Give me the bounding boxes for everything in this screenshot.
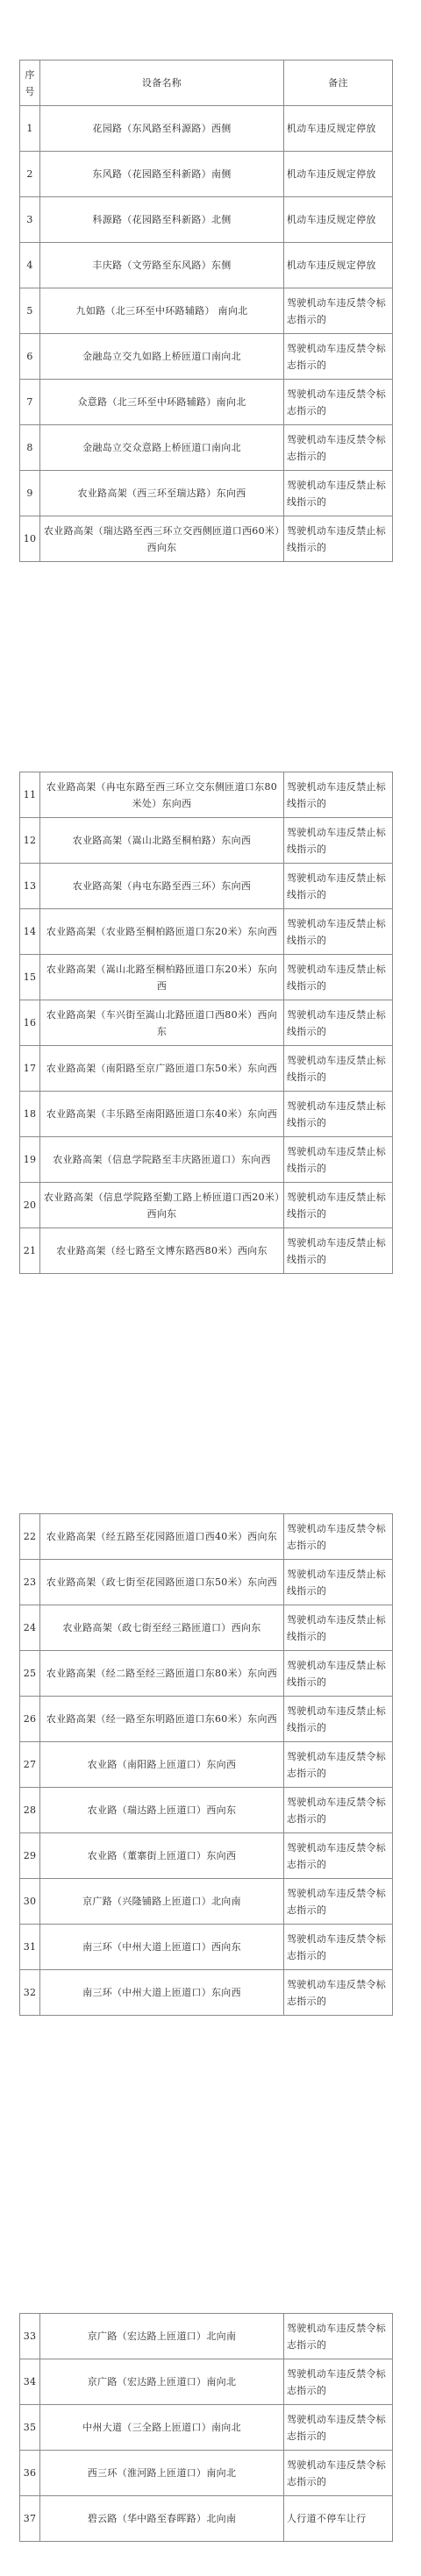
- row-device-name-cell: 农业路高架（丰乐路至南阳路匝道口东40米）东向西: [40, 1092, 284, 1137]
- row-num-cell: 36: [20, 2451, 40, 2496]
- table-page-1: [19, 60, 392, 562]
- table-row: [20, 380, 393, 425]
- row-note-cell: 驾驶机动车违反禁令标志指示的: [284, 2451, 393, 2496]
- table-row: [20, 864, 393, 909]
- row-num-cell: 6: [20, 334, 40, 380]
- row-device-name-cell: 西三环（淮河路上匝道口）南向北: [40, 2451, 284, 2496]
- row-num-cell: 31: [20, 1925, 40, 1970]
- row-device-name-cell: 金融岛立交众意路上桥匝道口南向北: [40, 425, 284, 471]
- row-note-cell: 驾驶机动车违反禁止标线指示的: [284, 1092, 393, 1137]
- table-row: [20, 425, 393, 471]
- table-row: [20, 334, 393, 380]
- table-row: [20, 772, 393, 818]
- table-page-2: [19, 772, 392, 1274]
- table-row: [20, 152, 393, 197]
- row-device-name-cell: 农业路高架（经七路至文博东路西80米）西向东: [40, 1228, 284, 1274]
- row-num-cell: 25: [20, 1651, 40, 1697]
- row-note-cell: 驾驶机动车违反禁令标志指示的: [284, 2314, 393, 2359]
- row-num-cell: 17: [20, 1046, 40, 1092]
- row-note-cell: 驾驶机动车违反禁止标线指示的: [284, 1228, 393, 1274]
- row-device-name-cell: 农业路高架（信息学院路至丰庆路匝道口）东向西: [40, 1137, 284, 1183]
- row-device-name-cell: 农业路高架（嵩山北路至桐柏路匝道口东20米）东向西: [40, 955, 284, 1000]
- table-row: [20, 2359, 393, 2405]
- row-num-cell: 7: [20, 380, 40, 425]
- table-row: [20, 1092, 393, 1137]
- row-num-cell: 33: [20, 2314, 40, 2359]
- header-num: 序号: [20, 60, 40, 106]
- header-name: 设备名称: [40, 60, 284, 106]
- table-row: [20, 1651, 393, 1697]
- row-device-name-cell: 南三环（中州大道上匝道口）西向东: [40, 1925, 284, 1970]
- row-num-cell: 2: [20, 152, 40, 197]
- row-num-cell: 30: [20, 1879, 40, 1925]
- row-num-cell: 24: [20, 1605, 40, 1651]
- row-note-cell: 驾驶机动车违反禁止标线指示的: [284, 1046, 393, 1092]
- row-note-cell: 驾驶机动车违反禁令标志指示的: [284, 425, 393, 471]
- row-note-cell: 驾驶机动车违反禁令标志指示的: [284, 1925, 393, 1970]
- row-device-name-cell: 丰庆路（文劳路至东风路）东侧: [40, 243, 284, 288]
- row-num-cell: 13: [20, 864, 40, 909]
- row-note-cell: 机动车违反规定停放: [284, 152, 393, 197]
- row-num-cell: 18: [20, 1092, 40, 1137]
- table-row: [20, 516, 393, 562]
- row-num-cell: 34: [20, 2359, 40, 2405]
- row-device-name-cell: 农业路（南阳路上匝道口）东向西: [40, 1742, 284, 1788]
- row-num-cell: 22: [20, 1514, 40, 1560]
- row-note-cell: 驾驶机动车违反禁令标志指示的: [284, 1742, 393, 1788]
- table-body: [20, 2314, 393, 2542]
- table-row: [20, 955, 393, 1000]
- row-num-cell: 20: [20, 1183, 40, 1228]
- row-device-name-cell: 农业路高架（政七街至花园路匝道口东50米）东向西: [40, 1560, 284, 1605]
- row-device-name-cell: 花园路（东风路至科源路）西侧: [40, 106, 284, 152]
- row-device-name-cell: 农业路高架（冉屯东路至西三环立交东侧匝道口东80米处）东向西: [40, 772, 284, 818]
- table-row: [20, 471, 393, 516]
- row-note-cell: 驾驶机动车违反禁止标线指示的: [284, 1697, 393, 1742]
- row-device-name-cell: 九如路（北三环至中环路辅路） 南向北: [40, 288, 284, 334]
- row-note-cell: 驾驶机动车违反禁止标线指示的: [284, 1651, 393, 1697]
- table-row: [20, 2496, 393, 2542]
- row-note-cell: 驾驶机动车违反禁止标线指示的: [284, 818, 393, 864]
- table-body: [20, 106, 393, 562]
- row-device-name-cell: 科源路（花园路至科新路）北侧: [40, 197, 284, 243]
- table-row: [20, 1925, 393, 1970]
- row-device-name-cell: 农业路高架（农业路至桐柏路匝道口东20米）东向西: [40, 909, 284, 955]
- table-page-3: [19, 1513, 392, 2016]
- row-note-cell: 驾驶机动车违反禁令标志指示的: [284, 1879, 393, 1925]
- row-num-cell: 27: [20, 1742, 40, 1788]
- row-num-cell: 8: [20, 425, 40, 471]
- row-num-cell: 26: [20, 1697, 40, 1742]
- table-row: [20, 106, 393, 152]
- row-num-cell: 16: [20, 1000, 40, 1046]
- device-table-1: [19, 60, 393, 562]
- row-device-name-cell: 东风路（花园路至科新路）南侧: [40, 152, 284, 197]
- table-row: [20, 1879, 393, 1925]
- device-table-2: [19, 772, 393, 1274]
- row-note-cell: 驾驶机动车违反禁令标志指示的: [284, 1833, 393, 1879]
- row-num-cell: 19: [20, 1137, 40, 1183]
- row-device-name-cell: 京广路（宏达路上匝道口）南向北: [40, 2359, 284, 2405]
- row-device-name-cell: 农业路高架（经五路至花园路匝道口西40米）西向东: [40, 1514, 284, 1560]
- table-row: [20, 243, 393, 288]
- row-note-cell: 驾驶机动车违反禁令标志指示的: [284, 2359, 393, 2405]
- table-page-4: [19, 2313, 392, 2542]
- row-note-cell: 机动车违反规定停放: [284, 106, 393, 152]
- table-header-row: [20, 60, 393, 106]
- row-note-cell: 驾驶机动车违反禁令标志指示的: [284, 288, 393, 334]
- row-num-cell: 4: [20, 243, 40, 288]
- table-row: [20, 1788, 393, 1833]
- row-note-cell: 驾驶机动车违反禁止标线指示的: [284, 1560, 393, 1605]
- row-note-cell: 驾驶机动车违反禁止标线指示的: [284, 1183, 393, 1228]
- table-row: [20, 1183, 393, 1228]
- row-note-cell: 驾驶机动车违反禁令标志指示的: [284, 1514, 393, 1560]
- row-note-cell: 驾驶机动车违反禁止标线指示的: [284, 1605, 393, 1651]
- table-body: [20, 772, 393, 1274]
- table-row: [20, 1000, 393, 1046]
- table-row: [20, 1697, 393, 1742]
- row-num-cell: 11: [20, 772, 40, 818]
- row-num-cell: 14: [20, 909, 40, 955]
- row-device-name-cell: 农业路高架（嵩山北路至桐柏路）东向西: [40, 818, 284, 864]
- row-device-name-cell: 碧云路（华中路至春晖路）北向南: [40, 2496, 284, 2542]
- row-note-cell: 驾驶机动车违反禁止标线指示的: [284, 1000, 393, 1046]
- row-note-cell: 驾驶机动车违反禁止标线指示的: [284, 1137, 393, 1183]
- row-device-name-cell: 农业路高架（政七街至经三路匝道口）西向东: [40, 1605, 284, 1651]
- row-note-cell: 驾驶机动车违反禁令标志指示的: [284, 334, 393, 380]
- table-row: [20, 2314, 393, 2359]
- row-device-name-cell: 农业路（瑞达路上匝道口）西向东: [40, 1788, 284, 1833]
- table-row: [20, 1605, 393, 1651]
- row-device-name-cell: 众意路（北三环至中环路辅路）南向北: [40, 380, 284, 425]
- row-note-cell: 驾驶机动车违反禁止标线指示的: [284, 864, 393, 909]
- row-num-cell: 29: [20, 1833, 40, 1879]
- row-device-name-cell: 农业路高架（信息学院路至勤工路上桥匝道口西20米）西向东: [40, 1183, 284, 1228]
- table-row: [20, 288, 393, 334]
- row-num-cell: 23: [20, 1560, 40, 1605]
- table-row: [20, 1228, 393, 1274]
- row-device-name-cell: 京广路（宏达路上匝道口）北向南: [40, 2314, 284, 2359]
- table-row: [20, 818, 393, 864]
- row-device-name-cell: 中州大道（三全路上匝道口）南向北: [40, 2405, 284, 2451]
- row-note-cell: 驾驶机动车违反禁止标线指示的: [284, 955, 393, 1000]
- row-note-cell: 驾驶机动车违反禁止标线指示的: [284, 471, 393, 516]
- table-row: [20, 1046, 393, 1092]
- row-device-name-cell: 农业路高架（冉屯东路至西三环）东向西: [40, 864, 284, 909]
- row-note-cell: 驾驶机动车违反禁令标志指示的: [284, 380, 393, 425]
- row-num-cell: 5: [20, 288, 40, 334]
- row-device-name-cell: 京广路（兴隆铺路上匝道口）北向南: [40, 1879, 284, 1925]
- row-device-name-cell: 农业路高架（南阳路至京广路匝道口东50米）东向西: [40, 1046, 284, 1092]
- table-row: [20, 1137, 393, 1183]
- row-device-name-cell: 农业路（董寨街上匝道口）东向西: [40, 1833, 284, 1879]
- device-table-4: [19, 2313, 393, 2542]
- row-device-name-cell: 农业路高架（车兴街至嵩山北路匝道口西80米）西向东: [40, 1000, 284, 1046]
- row-num-cell: 28: [20, 1788, 40, 1833]
- row-num-cell: 32: [20, 1970, 40, 2016]
- row-note-cell: 驾驶机动车违反禁止标线指示的: [284, 516, 393, 562]
- table-row: [20, 909, 393, 955]
- table-row: [20, 1560, 393, 1605]
- table-body: [20, 1514, 393, 2016]
- row-note-cell: 机动车违反规定停放: [284, 243, 393, 288]
- row-num-cell: 9: [20, 471, 40, 516]
- row-note-cell: 驾驶机动车违反禁令标志指示的: [284, 1788, 393, 1833]
- device-table-3: [19, 1513, 393, 2016]
- row-num-cell: 1: [20, 106, 40, 152]
- row-num-cell: 15: [20, 955, 40, 1000]
- table-row: [20, 2405, 393, 2451]
- row-num-cell: 12: [20, 818, 40, 864]
- row-note-cell: 人行道不停车让行: [284, 2496, 393, 2542]
- row-device-name-cell: 金融岛立交九如路上桥匝道口南向北: [40, 334, 284, 380]
- row-device-name-cell: 农业路高架（瑞达路至西三环立交西侧匝道口西60米）西向东: [40, 516, 284, 562]
- row-device-name-cell: 农业路高架（西三环至瑞达路）东向西: [40, 471, 284, 516]
- row-num-cell: 35: [20, 2405, 40, 2451]
- table-row: [20, 1742, 393, 1788]
- row-device-name-cell: 农业路高架（经一路至东明路匝道口东60米）东向西: [40, 1697, 284, 1742]
- row-num-cell: 21: [20, 1228, 40, 1274]
- row-note-cell: 驾驶机动车违反禁令标志指示的: [284, 2405, 393, 2451]
- table-row: [20, 197, 393, 243]
- row-num-cell: 37: [20, 2496, 40, 2542]
- table-row: [20, 1970, 393, 2016]
- row-note-cell: 驾驶机动车违反禁止标线指示的: [284, 772, 393, 818]
- row-note-cell: 驾驶机动车违反禁止标线指示的: [284, 909, 393, 955]
- row-note-cell: 驾驶机动车违反禁令标志指示的: [284, 1970, 393, 2016]
- row-device-name-cell: 南三环（中州大道上匝道口）东向西: [40, 1970, 284, 2016]
- row-note-cell: 机动车违反规定停放: [284, 197, 393, 243]
- row-num-cell: 10: [20, 516, 40, 562]
- row-num-cell: 3: [20, 197, 40, 243]
- table-row: [20, 1833, 393, 1879]
- table-row: [20, 2451, 393, 2496]
- table-row: [20, 1514, 393, 1560]
- row-device-name-cell: 农业路高架（经二路至经三路匝道口东80米）东向西: [40, 1651, 284, 1697]
- header-note: 备注: [284, 60, 393, 106]
